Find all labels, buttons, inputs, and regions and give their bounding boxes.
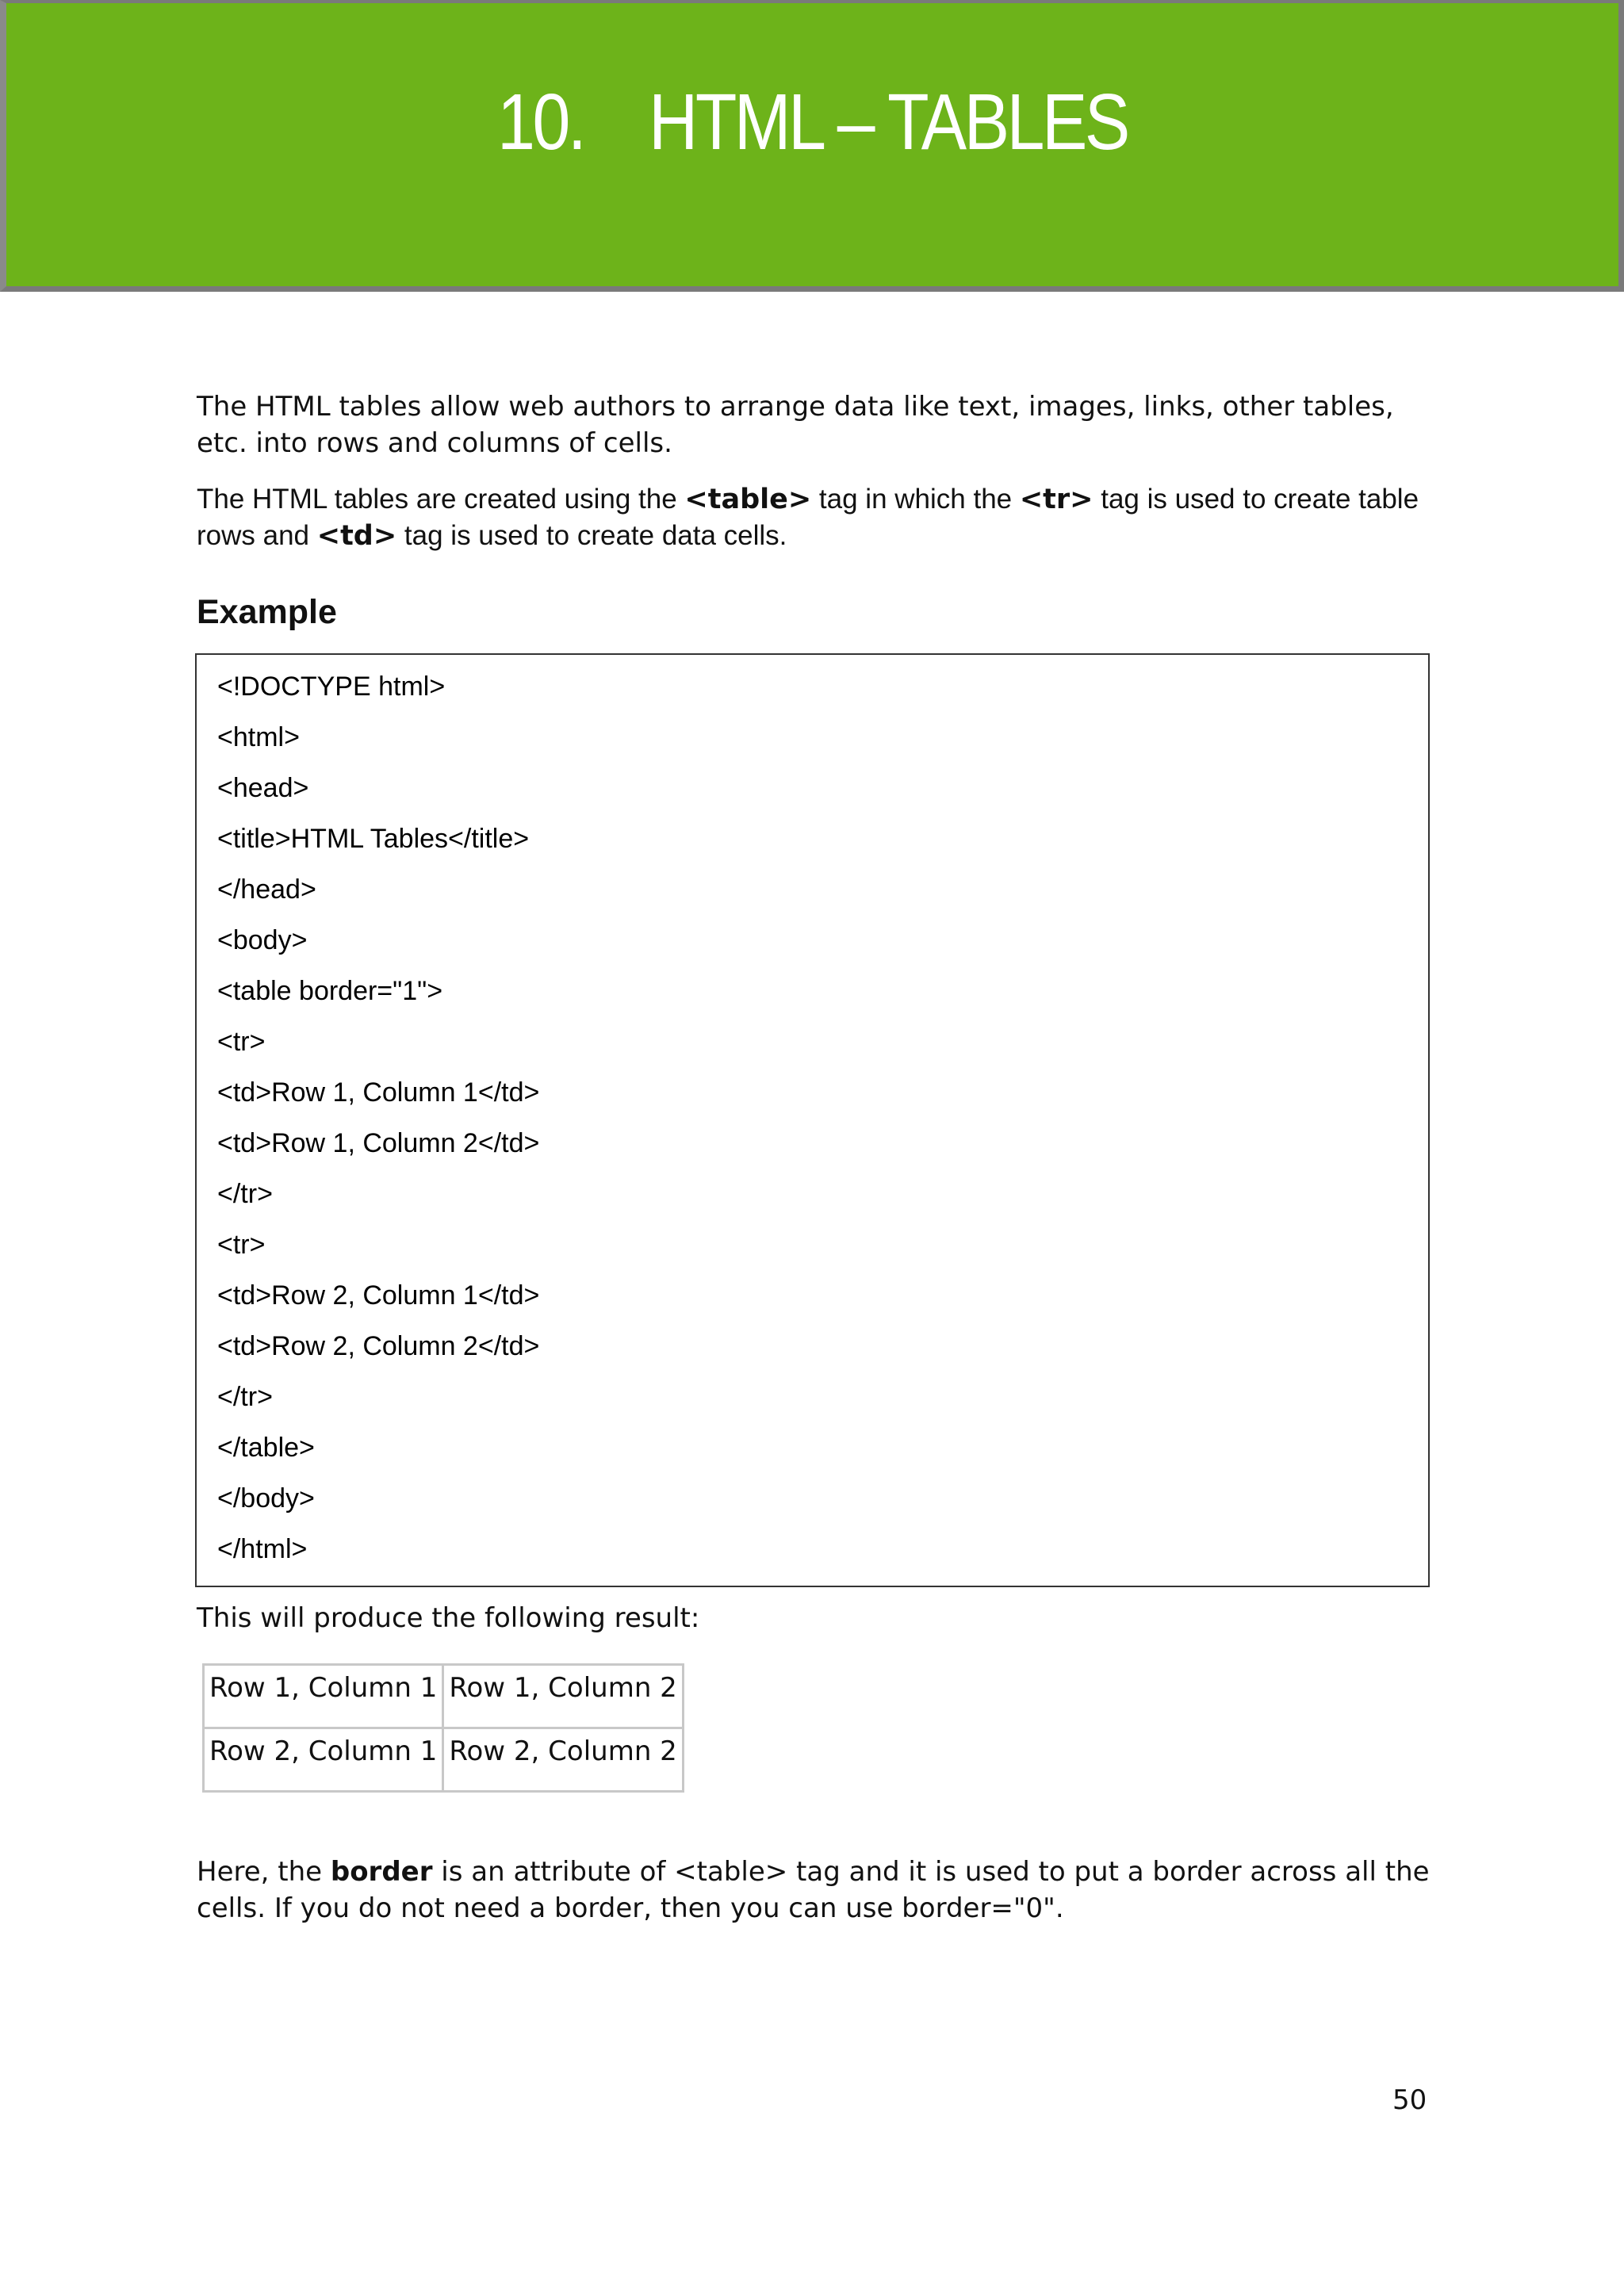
intro-paragraph-1: The HTML tables allow web authors to arrange data like text, images, links, other tables, etc. into rows and columns of cells. xyxy=(197,391,1394,459)
table-cell: Row 1, Column 1 xyxy=(204,1665,443,1728)
code-line: <td>Row 1, Column 2</td> xyxy=(217,1128,540,1158)
intro-text: tag in which the xyxy=(811,484,1020,515)
result-intro: This will produce the following result: xyxy=(197,1602,700,1634)
note-text: Here, the xyxy=(197,1856,331,1888)
example-heading: Example xyxy=(197,593,337,631)
code-line: <td>Row 2, Column 2</td> xyxy=(217,1331,540,1361)
page-number: 50 xyxy=(1392,2084,1427,2116)
code-line: <tr> xyxy=(217,1230,266,1260)
border-note xyxy=(197,1854,1434,1927)
result-table xyxy=(202,1663,684,1793)
intro-text: The HTML tables are created using the xyxy=(197,484,685,515)
table-tag-text: <table> xyxy=(684,484,812,515)
chapter-banner xyxy=(0,0,1624,292)
code-example-box xyxy=(195,653,1430,1587)
code-line: <td>Row 2, Column 1</td> xyxy=(217,1280,540,1311)
chapter-title: 10. HTML – TABLES xyxy=(497,78,1128,166)
tr-tag-text: <tr> xyxy=(1019,484,1094,515)
note-text: is an attribute of <table> tag and it is used to put a border across all the cells. If you do not need a border, then you can use border="0". xyxy=(197,1856,1430,1924)
code-line: </body> xyxy=(217,1483,315,1513)
code-line: <table border="1"> xyxy=(217,976,443,1006)
code-line: <td>Row 1, Column 1</td> xyxy=(217,1077,540,1108)
td-tag-text: <td> xyxy=(316,520,397,552)
intro-text: tag is used to create table rows and xyxy=(197,484,1419,551)
table-cell: Row 2, Column 2 xyxy=(443,1728,683,1792)
code-line: <head> xyxy=(217,773,309,803)
table-cell: Row 1, Column 2 xyxy=(443,1665,683,1728)
table-row xyxy=(204,1665,684,1728)
code-line: <title>HTML Tables</title> xyxy=(217,824,530,854)
code-line: <tr> xyxy=(217,1027,266,1057)
code-line: <!DOCTYPE html> xyxy=(217,672,446,702)
code-line: <html> xyxy=(217,722,300,752)
border-keyword: border xyxy=(330,1856,433,1888)
code-line: </tr> xyxy=(217,1179,273,1209)
intro-text: tag is used to create data cells. xyxy=(396,520,787,551)
code-line: <body> xyxy=(217,925,308,955)
code-line: </html> xyxy=(217,1534,308,1564)
intro-paragraph-2 xyxy=(197,481,1434,554)
code-line: </head> xyxy=(217,874,316,905)
code-line: </tr> xyxy=(217,1382,273,1412)
table-row xyxy=(204,1728,684,1792)
table-cell: Row 2, Column 1 xyxy=(204,1728,443,1792)
code-line: </table> xyxy=(217,1433,315,1463)
